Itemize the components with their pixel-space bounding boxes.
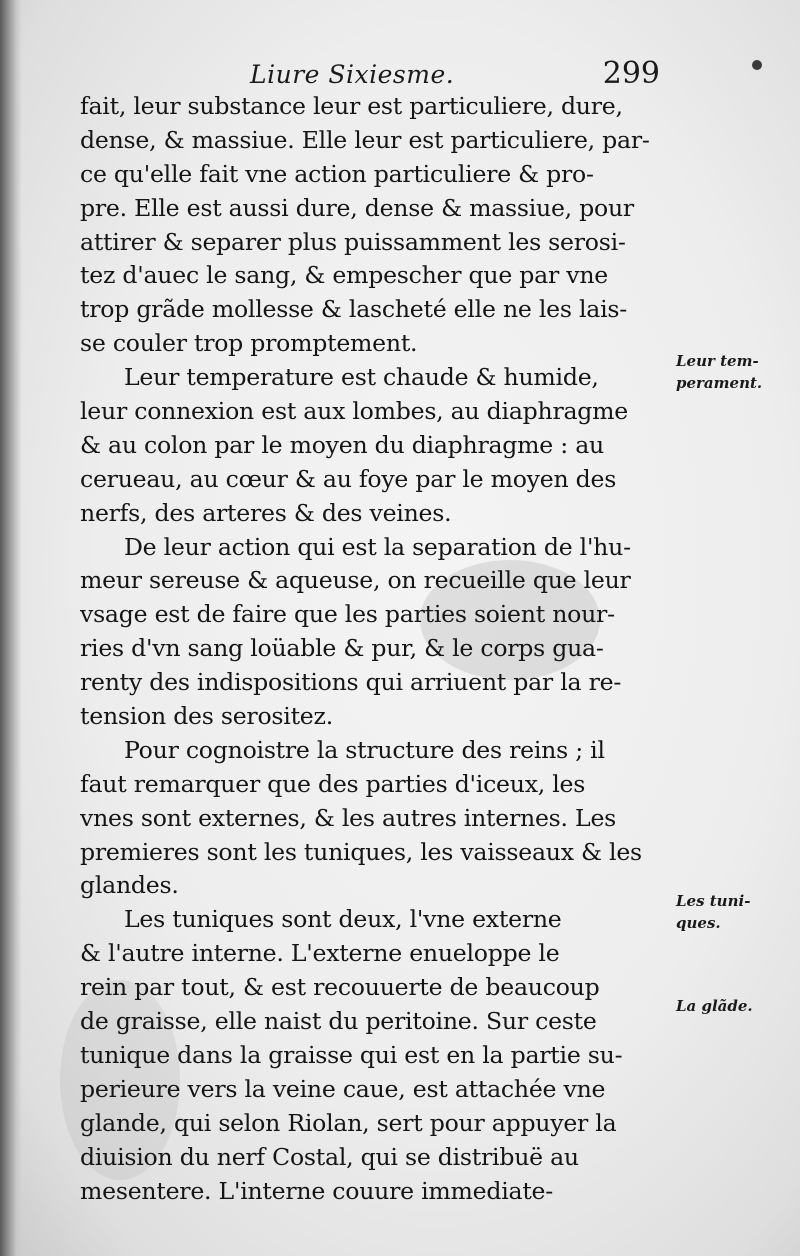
running-head: Liure Sixiesme. [250,60,455,89]
margin-note-line: La glãde. [676,997,753,1015]
paragraph [80,361,668,530]
text-line: tez d'auec le sang, & empescher que par vne [80,261,608,290]
text-line: & au colon par le moyen du diaphragme : au [80,430,604,459]
text-line: renty des indispositions qui arriuent par la re- [80,668,622,697]
text-line: cerueau, au cœur & au foye par le moyen des [80,464,617,493]
margin-note-line: Les tuni- [676,892,751,910]
text-line: diuision du nerf Costal, qui se distribuë au [80,1142,579,1171]
text-line: ce qu'elle fait vne action particuliere & pro- [80,159,594,188]
text-line: Leur temperature est chaude & humide, [124,363,599,392]
text-line: mesentere. L'interne couure immediate- [80,1176,553,1205]
text-line: leur connexion est aux lombes, au diaphragme [80,397,628,426]
text-line: glandes. [80,871,179,900]
paragraph [80,903,668,1208]
paragraph [80,90,668,361]
text-line: fait, leur substance leur est particuliere, dure, [80,92,623,120]
text-line: trop grãde mollesse & lascheté elle ne les lais- [80,295,627,324]
ink-speck [752,60,762,70]
margin-note-tuniques [676,890,750,934]
main-text [80,90,668,1208]
text-line: meur sereuse & aqueuse, on recueille que leur [80,566,631,595]
margin-note-line: Leur tem- [676,352,759,370]
text-line: de graisse, elle naist du peritoine. Sur ceste [80,1007,597,1036]
text-line: Les tuniques sont deux, l'vne externe [124,905,562,934]
text-line: tension des serositez. [80,702,333,731]
margin-note-temperament [676,350,762,394]
text-line: glande, qui selon Riolan, sert pour appuyer la [80,1108,617,1137]
margin-note-line: perament. [676,374,763,392]
text-line: De leur action qui est la separation de l'hu- [124,532,631,561]
text-line: se couler trop promptement. [80,329,418,358]
paragraph [80,734,668,903]
text-line: attirer & separer plus puissamment les serosi- [80,227,626,256]
text-line: tunique dans la graisse qui est en la partie su- [80,1040,623,1069]
text-line: perieure vers la veine caue, est attachée vne [80,1074,606,1103]
page-number: 299 [602,56,660,91]
text-line: dense, & massiue. Elle leur est particuliere, par- [80,125,650,154]
paragraph [80,531,668,734]
text-line: faut remarquer que des parties d'iceux, les [80,769,586,798]
margin-note-line: ques. [676,914,721,932]
text-line: pre. Elle est aussi dure, dense & massiue, pour [80,193,634,222]
margin-note-glande [676,995,753,1017]
text-line: vnes sont externes, & les autres internes. Les [80,803,617,832]
text-line: ries d'vn sang loüable & pur, & le corps gua- [80,634,604,663]
page-gutter-shadow [0,0,22,1256]
text-line: premieres sont les tuniques, les vaisseaux & les [80,837,642,866]
text-line: & l'autre interne. L'externe enueloppe le [80,939,560,968]
text-line: nerfs, des arteres & des veines. [80,498,452,527]
text-line: Pour cognoistre la structure des reins ; il [124,735,605,764]
text-line: rein par tout, & est recouuerte de beaucoup [80,973,600,1002]
text-line: vsage est de faire que les parties soient nour- [80,600,615,629]
